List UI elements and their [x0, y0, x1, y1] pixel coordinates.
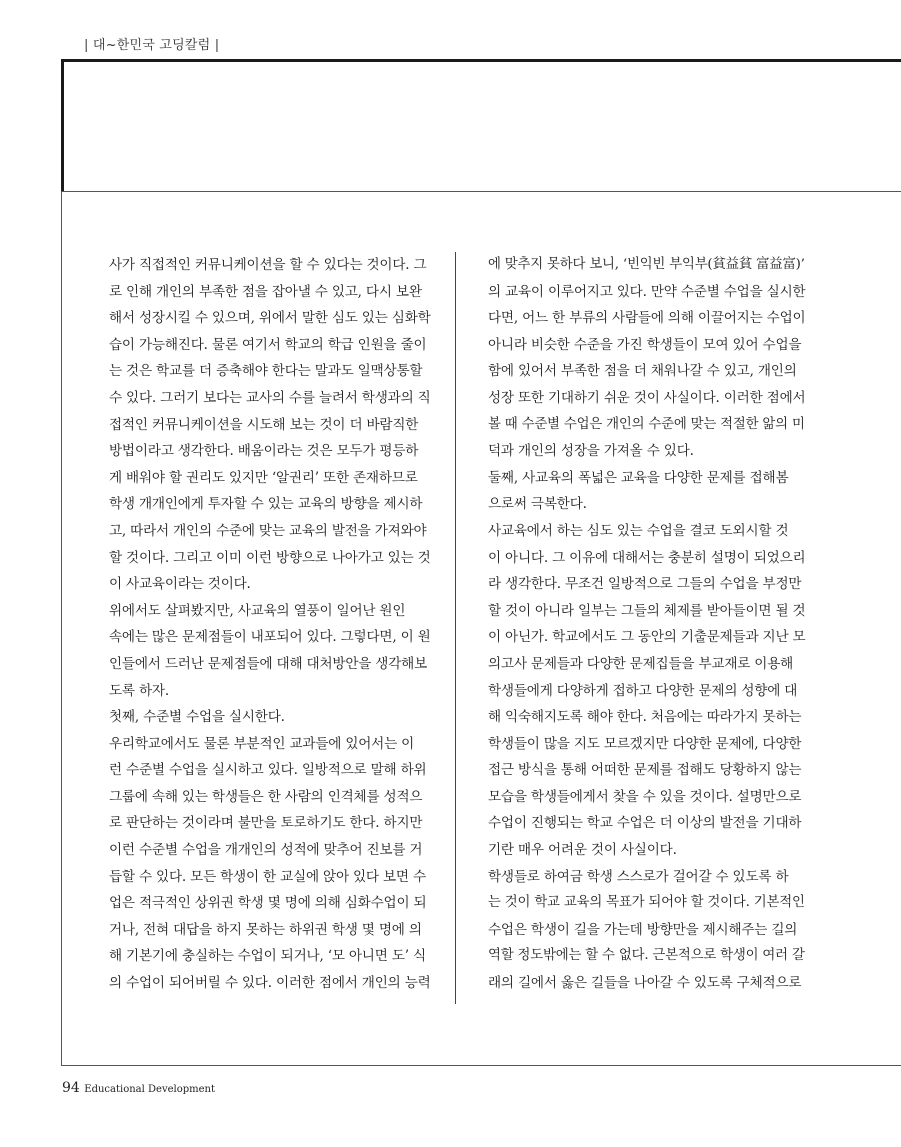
- text-line: 학생들로 하여금 학생 스스로가 걸어갈 수 있도록 하: [488, 868, 789, 885]
- text-line: 게 배워야 할 권리도 있지만 ‘알권리’ 또한 존재하므로: [109, 469, 418, 486]
- text-line: 접근 방식을 통해 어떠한 문제를 접해도 당황하지 않는: [488, 762, 802, 779]
- text-line: 덕과 개인의 성장을 가져올 수 있다.: [488, 443, 694, 460]
- text-line: 도록 하자.: [109, 682, 169, 699]
- page-bottom-border: [61, 1065, 901, 1066]
- text-line: 로 인해 개인의 부족한 점을 잡아낼 수 있고, 다시 보완: [109, 283, 422, 300]
- text-line: 그룹에 속해 있는 학생들은 한 사람의 인격체를 성적으: [109, 788, 423, 805]
- text-line: 런 수준별 수업을 실시하고 있다. 일방적으로 말해 하위: [109, 762, 427, 779]
- text-line: 할 것이 아니라 일부는 그들의 체제를 받아들이면 될 것: [488, 602, 806, 619]
- right-text-column: [488, 252, 806, 997]
- text-line: 는 것이 학교 교육의 목표가 되어야 할 것이다. 기본적인: [488, 895, 805, 911]
- title-box-left-border: [61, 59, 64, 192]
- text-line: 우리학교에서도 물론 부분적인 교과들에 있어서는 이: [109, 735, 415, 752]
- text-line: 업은 적극적인 상위권 학생 몇 명에 의해 심화수업이 되: [109, 895, 427, 912]
- publication-name: Educational Development: [84, 1084, 215, 1095]
- text-line: 속에는 많은 문제점들이 내포되어 있다. 그렇다면, 이 원: [109, 629, 431, 646]
- text-line: 학생 개개인에게 투자할 수 있는 교육의 방향을 제시하: [109, 496, 423, 513]
- text-line: 의 수업이 되어버릴 수 있다. 이러한 점에서 개인의 능력: [109, 975, 431, 992]
- section-header-label: | 대~한민국 고딩칼럼 |: [84, 38, 220, 53]
- text-line: 수 있다. 그러기 보다는 교사의 수를 늘려서 학생과의 직: [109, 389, 431, 406]
- text-line: 듭할 수 있다. 모든 학생이 한 교실에 앉아 있다 보면 수: [109, 868, 426, 885]
- text-line: 이 사교육이라는 것이다.: [109, 576, 251, 593]
- text-line: 접적인 커뮤니케이션을 시도해 보는 것이 더 바람직한: [109, 416, 419, 433]
- page-number: 94: [62, 1080, 80, 1096]
- text-line: 아니라 비슷한 수준을 가진 학생들이 모여 있어 수업을: [488, 336, 802, 353]
- page-left-border: [61, 191, 62, 1065]
- text-line: 습이 가능해진다. 물론 여기서 학교의 학급 인원을 줄이: [109, 336, 427, 353]
- text-line: 해서 성장시킬 수 있으며, 위에서 말한 심도 있는 심화학: [109, 310, 431, 327]
- text-line: 사교육에서 하는 심도 있는 수업을 결코 도외시할 것: [488, 522, 789, 539]
- text-line: 로 판단하는 것이라며 불만을 토로하기도 한다. 하지만: [109, 815, 423, 832]
- page-footer: [62, 1080, 215, 1096]
- text-line: 학생들에게 다양하게 접하고 다양한 문제의 성향에 대: [488, 682, 798, 699]
- text-line: 고, 따라서 개인의 수준에 맞는 교육의 발전을 가져와야: [109, 522, 427, 539]
- text-line: 사가 직접적인 커뮤니케이션을 할 수 있다는 것이다. 그: [109, 257, 427, 273]
- text-line: 방법이라고 생각한다. 배움이라는 것은 모두가 평등하: [109, 443, 419, 460]
- text-line: 의고사 문제들과 다양한 문제집들을 부교재로 이용해: [488, 655, 794, 672]
- text-line: 다면, 어느 한 부류의 사람들에 의해 이끌어지는 수업이: [488, 310, 806, 327]
- left-text-column: [109, 252, 435, 997]
- text-line: 함에 있어서 부족한 점을 더 채워나갈 수 있고, 개인의: [488, 363, 797, 380]
- text-line: 성장 또한 기대하기 쉬운 것이 사실이다. 이러한 점에서: [488, 389, 806, 406]
- text-line: 할 것이다. 그리고 이미 이런 방향으로 나아가고 있는 것: [109, 549, 431, 566]
- title-box-bottom-border: [61, 191, 901, 192]
- text-line: 위에서도 살펴봤지만, 사교육의 열풍이 일어난 원인: [109, 602, 406, 619]
- text-line: 기란 매우 어려운 것이 사실이다.: [488, 842, 677, 859]
- title-box-top-border: [61, 59, 901, 62]
- text-line: 둘째, 사교육의 폭넓은 교육을 다양한 문제를 접해봄: [488, 469, 789, 486]
- text-line: 모습을 학생들에게서 찾을 수 있을 것이다. 설명만으로: [488, 788, 802, 805]
- text-line: 으로써 극복한다.: [488, 496, 587, 513]
- text-line: 해 기본기에 충실하는 수업이 되거나, ‘모 아니면 도’ 식: [109, 948, 426, 965]
- text-line: 이 아니다. 그 이유에 대해서는 충분히 설명이 되었으리: [488, 549, 806, 566]
- text-line: 래의 길에서 옳은 길들을 나아갈 수 있도록 구체적으로: [488, 975, 802, 992]
- column-divider: [455, 252, 456, 1004]
- text-line: 이런 수준별 수업을 개개인의 성적에 맞추어 진보를 거: [109, 842, 423, 859]
- text-line: 의 교육이 이루어지고 있다. 만약 수준별 수업을 실시한: [488, 283, 806, 300]
- text-line: 역할 정도밖에는 할 수 없다. 근본적으로 학생이 여러 갈: [488, 948, 805, 964]
- text-line: 해 익숙해지도록 해야 한다. 처음에는 따라가지 못하는: [488, 709, 802, 726]
- text-line: 이 아닌가. 학교에서도 그 동안의 기출문제들과 지난 모: [488, 629, 806, 646]
- text-line: 는 것은 학교를 더 증축해야 한다는 말과도 일맥상통할: [109, 363, 423, 380]
- text-line: 인들에서 드러난 문제점들에 대해 대처방안을 생각해보: [109, 655, 428, 672]
- text-line: 에 맞추지 못하다 보니, ‘빈익빈 부익부(貧益貧 富益富)’: [488, 257, 805, 272]
- text-line: 학생들이 많을 지도 모르겠지만 다양한 문제에, 다양한: [488, 735, 802, 752]
- text-line: 볼 때 수준별 수업은 개인의 수준에 맞는 적절한 앎의 미: [488, 416, 805, 432]
- text-line: 라 생각한다. 무조건 일방적으로 그들의 수업을 부정만: [488, 576, 802, 593]
- text-line: 첫째, 수준별 수업을 실시한다.: [109, 709, 285, 726]
- text-line: 거나, 전혀 대답을 하지 못하는 하위권 학생 몇 명에 의: [109, 921, 422, 938]
- text-line: 수업이 진행되는 학교 수업은 더 이상의 발전을 기대하: [488, 815, 802, 832]
- text-line: 수업은 학생이 길을 가는데 방향만을 제시해주는 길의: [488, 921, 798, 938]
